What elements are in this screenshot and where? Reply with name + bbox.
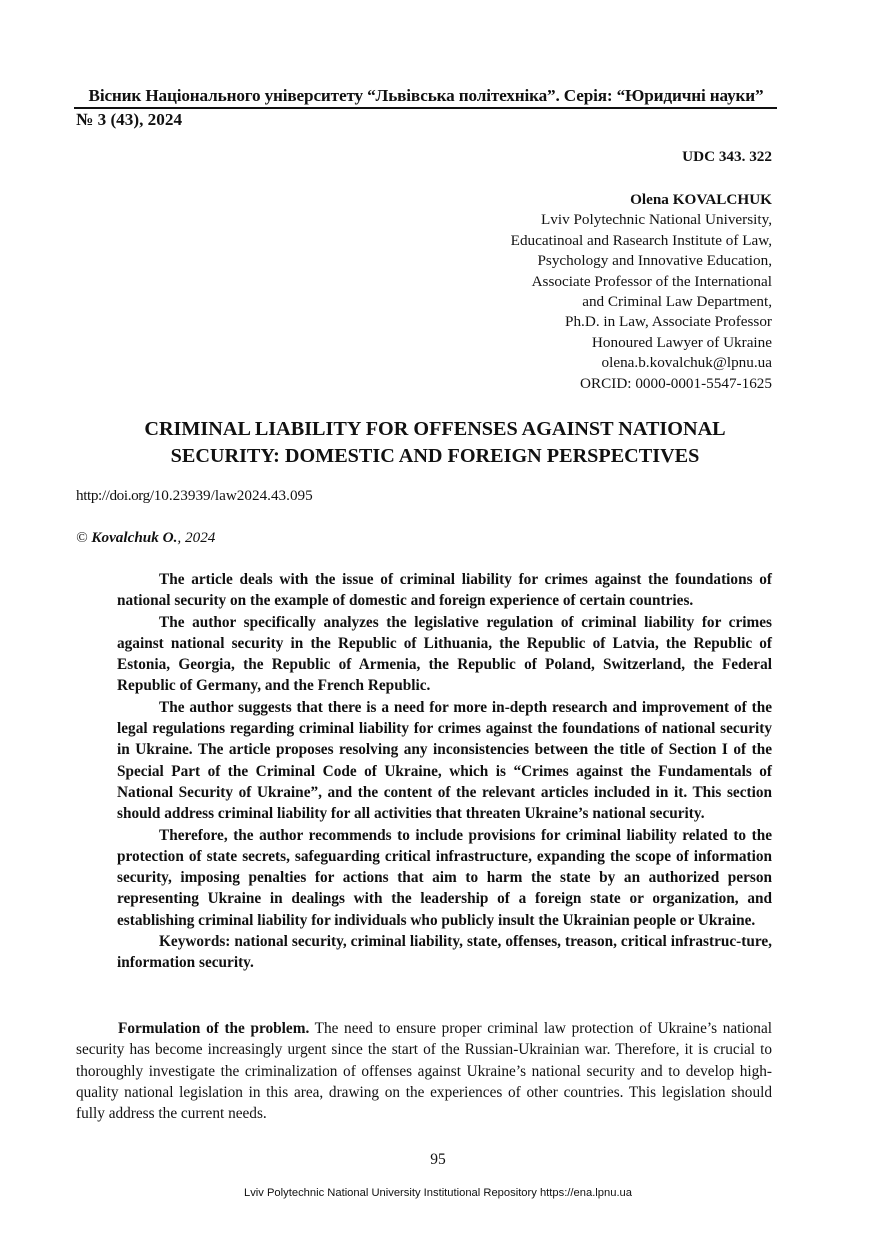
copyright-icon: © [76,529,88,546]
author-email[interactable]: olena.b.kovalchuk@lpnu.ua [601,354,772,372]
author-degree: Ph.D. in Law, Associate Professor [565,313,772,331]
keywords-label: Keywords: [159,933,231,951]
abstract-paragraph: The author suggests that there is a need for more in-depth research and improvement of the legal regulations regarding criminal liability for crimes against the foundations of national security in Ukraine. The article proposes resolving any inconsistencies between the title of Section I of the Special Part of the Criminal Code of Ukraine, which is “Crimes against the Fundamentals of National Security of Ukraine”, and the content of the relevant articles included in it. This section should address criminal liability for all activities that threaten Ukraine’s national security. [117,698,772,823]
udc-code: UDC 343. 322 [682,148,772,165]
author-block [511,190,772,394]
journal-issue: № 3 (43), 2024 [76,110,183,129]
keywords-list: national security, criminal liability, state, offenses, treason, critical infrastruc-ture, information security. [117,933,772,972]
keywords [117,931,772,974]
copyright-year: , 2024 [177,529,216,546]
header-divider [74,107,777,109]
abstract-paragraph: The article deals with the issue of criminal liability for crimes against the foundations of national security on the example of domestic and foreign experience of certain countries. [117,571,772,610]
body-paragraph-text: The need to ensure proper criminal law protection of Ukraine’s national security has become increasingly urgent since the start of the Russian-Ukrainian war. Therefore, it is crucial to thoroughly investigate the criminalization of offenses against Ukraine’s national security and to develop high-quality national legislation in this area, drawing on the experiences of other countries. This legislation should fully address the current needs. [76,1020,772,1123]
abstract [117,569,772,974]
affiliation-line: Lviv Polytechnic National University, [540,211,772,229]
affiliation-line: Associate Professor of the International [531,272,772,290]
affiliation-line: Psychology and Innovative Education, [537,252,772,270]
journal-running-header: Вісник Національного університету “Львівська політехніка”. Серія: “Юридичні науки” [88,86,764,105]
author-orcid: ORCID: 0000-0001-5547-1625 [580,374,772,392]
section-heading: Formulation of the problem. [118,1020,310,1037]
page-number: 95 [430,1151,446,1168]
copyright-line [76,529,215,547]
affiliation-line: Educatinoal and Rasearch Institute of Law, [510,231,772,249]
body-text [76,1018,772,1124]
title-line: CRIMINAL LIABILITY FOR OFFENSES AGAINST NATIONAL [144,418,726,440]
doi-prefix: http://doi.org/ [76,487,154,504]
repository-footer: Lviv Polytechnic National University Institutional Repository https://ena.lpnu.ua [243,1187,633,1199]
affiliation-line: and Criminal Law Department, [582,293,772,311]
author-honour: Honoured Lawyer of Ukraine [591,333,772,351]
body-paragraph [76,1018,772,1124]
copyright-holder: Kovalchuk O. [91,529,178,546]
author-name: Olena KOVALCHUK [630,191,772,208]
doi-id: 10.23939/law2024.43.095 [153,487,313,504]
abstract-paragraph: The author specifically analyzes the legislative regulation of criminal liability for crimes against national security in the Republic of Lithuania, the Republic of Latvia, the Republic of Estonia, Georgia, the Republic of Armenia, the Republic of Poland, Switzerland, the Federal Republic of Germany, and the French Republic. [117,613,772,695]
doi-link[interactable] [76,487,313,505]
abstract-paragraph: Therefore, the author recommends to include provisions for criminal liability related to the protection of state secrets, safeguarding critical infrastructure, expanding the scope of information security, imposing penalties for actions that aim to harm the state by an authorized person representing Ukraine in dealings with the leadership of a foreign state or organization, and establishing criminal liability for individuals who publicly insult the Ukrainian people or Ukraine. [117,826,772,929]
title-line: SECURITY: DOMESTIC AND FOREIGN PERSPECTIVES [170,445,700,467]
article-title [70,416,800,470]
